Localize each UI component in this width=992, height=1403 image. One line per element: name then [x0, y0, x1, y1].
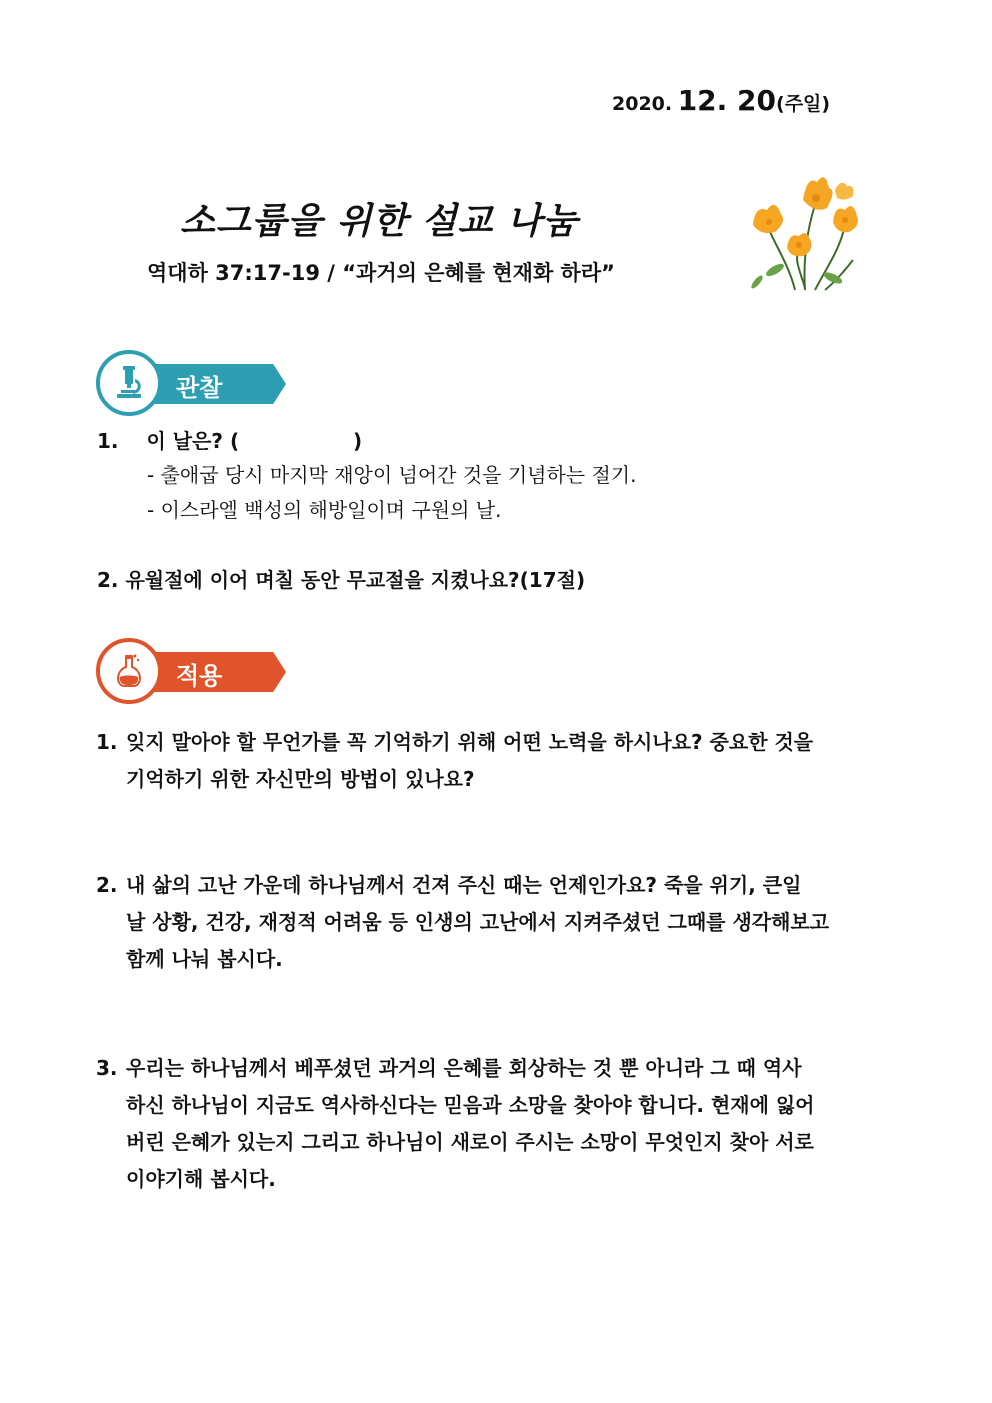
observation-q1-number: 1.	[97, 429, 119, 453]
observation-q1-note-1: - 출애굽 당시 마지막 재앙이 넘어간 것을 기념하는 절기.	[147, 463, 637, 487]
application-item-2-line-2: 날 상황, 건강, 재정적 어려움 등 인생의 고난에서 지켜주셨던 그때를 생각해보고	[126, 910, 830, 934]
application-item-2	[96, 867, 916, 978]
application-item-2-line-1: 내 삶의 고난 가운데 하나님께서 건져 주신 때는 언제인가요? 죽을 위기, 큰일	[126, 873, 802, 897]
application-item-2-line-3: 함께 나눠 봅시다.	[126, 947, 283, 971]
date-month-day: 12. 20	[677, 84, 777, 117]
application-item-1-number: 1.	[96, 730, 118, 754]
application-item-2-number: 2.	[96, 873, 118, 897]
application-item-3-line-3: 버린 은혜가 있는지 그리고 하나님이 새로이 주시는 소망이 무엇인지 찾아 서로	[126, 1130, 814, 1154]
page-title: 소그룹을 위한 설교 나눔	[180, 201, 579, 242]
application-item-1	[96, 724, 916, 798]
application-item-3-line-4: 이야기해 봅시다.	[126, 1167, 276, 1191]
observation-q1-note-2: - 이스라엘 백성의 해방일이며 구원의 날.	[147, 498, 502, 522]
application-item-3-line-1: 우리는 하나님께서 베푸셨던 과거의 은혜를 회상하는 것 뿐 아니라 그 때 역사	[126, 1056, 802, 1080]
date-day-of-week: (주일)	[776, 93, 831, 115]
application-item-1-line-2: 기억하기 위한 자신만의 방법이 있나요?	[126, 767, 475, 791]
flask-icon	[96, 638, 162, 704]
flower-illustration	[745, 170, 865, 295]
observation-badge	[96, 350, 296, 414]
date-year: 2020.	[612, 93, 673, 115]
application-item-3-number: 3.	[96, 1056, 118, 1080]
page-subtitle: 역대하 37:17-19 / “과거의 은혜를 현재화 하라”	[147, 261, 615, 285]
date	[612, 84, 830, 117]
observation-q1	[97, 425, 362, 454]
observation-q1-close: )	[353, 429, 363, 453]
application-item-3	[96, 1050, 916, 1198]
application-item-1-line-1: 잊지 말아야 할 무언가를 꼭 기억하기 위해 어떤 노력을 하시나요? 중요한 것을	[126, 730, 814, 754]
microscope-icon	[96, 350, 162, 416]
observation-q1-text: 이 날은? (	[146, 429, 240, 453]
observation-label: 관찰	[176, 374, 223, 402]
observation-q2: 2. 유월절에 이어 며칠 동안 무교절을 지켰나요?(17절)	[97, 568, 586, 592]
application-label: 적용	[176, 662, 223, 690]
application-badge	[96, 638, 296, 702]
application-item-3-line-2: 하신 하나님이 지금도 역사하신다는 믿음과 소망을 찾아야 합니다. 현재에 잃어	[126, 1093, 815, 1117]
